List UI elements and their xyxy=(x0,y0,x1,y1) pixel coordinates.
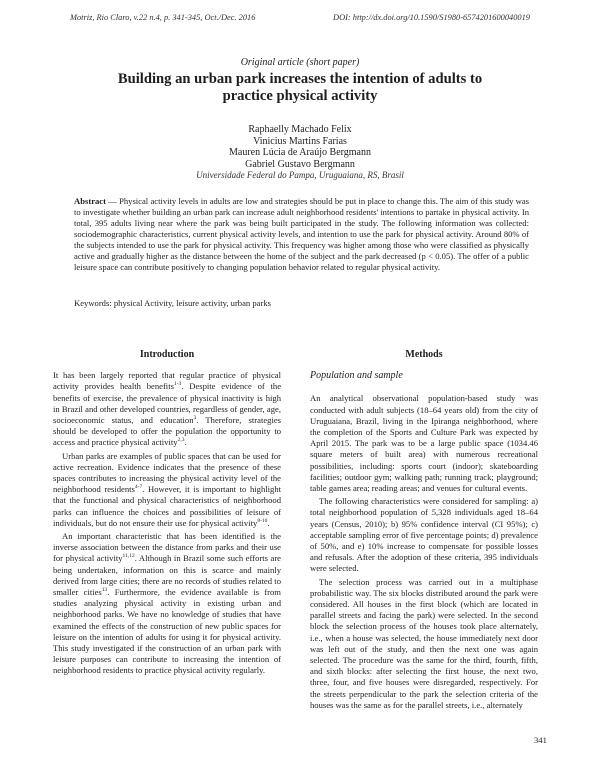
abstract-text: — Physical activity levels in adults are low and strategies should be put in place to change this. The aim of this study was to investigate whether building an urban park can increase adult neighborhood residents' intentions to partake in physical activity. In total, 395 adults living near where the park was being built participated in the study. The following information was collected: sociodemographic characteristics, current physical activity levels, and intention to use the park for physical activity. Around 80% of the subjects intended to use the park for physical activity. This frequency was higher among those who were classified as physically active and gradually higher as the distance between the home of the subject and the park decreased (p < 0.05). The offer of a public leisure space can contribute positively to changing population behavior related to regular physical activity. xyxy=(74,196,529,273)
citation-ref: 4-7 xyxy=(134,484,143,491)
paragraph: The selection process was carried out in a multiphase probabilistic way. The six blocks distributed around the park were considered. All houses in the first block (which are located in parallel streets and facing the park) were selected. In the second block the selection process of the houses took place alternately, i.e., when a house was selected, the house immediately next door was left out of the study, and then the next one was again selected. The procedure was the same for the third, fourth, fifth, and sixth blocks: after selecting the first house, the next two, three, four, and five houses were disregarded, respectively. For the streets perpendicular to the park the selection criteria of the houses was the same as for the parallel streets, i.e., alternately xyxy=(310,576,538,710)
paragraph: Urban parks are examples of public spaces that can be used for active recreation. Evidence indicates that the presence of these spaces contributes to increasing the physical activity level of the neighborhood residents$^{4-7}$. However, it is important to highlight that the functional and physical characteristics of neighborhood parks can influence the choices and possibilities of leisure of individuals, but do not ensure their use for physical activity$^{8-10}$. xyxy=(53,450,282,528)
abstract xyxy=(74,196,529,273)
citation-ref: 1-3 xyxy=(173,381,182,388)
author-name: Gabriel Gustavo Bergmann xyxy=(245,158,355,170)
citation-ref: 11,12 xyxy=(122,553,135,560)
section-subheading: Population and sample xyxy=(310,370,403,382)
affiliation: Universidade Federal do Pampa, Uruguaiana, RS, Brasil xyxy=(196,170,404,181)
methods-heading: Methods xyxy=(405,349,443,360)
keywords: Keywords: physical Activity, leisure activity, urban parks xyxy=(74,298,271,308)
abstract-label: Abstract xyxy=(74,196,106,206)
citation-ref: 8-10 xyxy=(257,517,268,524)
article-type: Original article (short paper) xyxy=(240,57,360,68)
doi-link[interactable]: DOI: http://dx.doi.org/10.1590/S1980-6574201600040019 xyxy=(333,13,530,22)
paragraph: An important characteristic that has been identified is the inverse association between the distance from parks and their use for physical activity$^{11,12}$. Although in Brazil some such efforts are being undertaken, information on this is scarce and mainly derived from large cities; there are no records of studies related to smaller cities$^{13}$. Furthermore, the evidence available is from studies analyzing physical activity in existing urban and neighborhood parks. We have no knowledge of studies that have examined the effects of the construction of new public spaces for leisure on the intention of adults for using it for physical activity. This study investigated if the construction of an urban park with leisure purposes can contribute to increasing the intention of neighborhood residents to practice physical activity regularly. xyxy=(53,531,281,676)
paragraph: It has been largely reported that regular practice of physical activity provides health benefits$^{1-3}$. Despite evidence of the benefits of exercise, the prevalence of physical inactivity is high in Brazil and other developed countries, regardless of gender, age, socioeconomic status, and education$^3$. Therefore, strategies should be developed to offer the population the opportunity to access and practice physical activity$^{2,3}$. xyxy=(53,370,282,448)
article-title: Building an urban park increases the intention of adults to practice physical activity xyxy=(117,71,483,104)
page-number: 341 xyxy=(534,735,547,745)
citation-ref: 3 xyxy=(193,415,197,422)
introduction-column xyxy=(53,349,281,677)
citation-ref: 2,3 xyxy=(177,437,185,444)
paragraph: The following characteristics were considered for sampling: a) total neighborhood population of 5,328 individuals aged 18–64 years (Census, 2010); b) 95% confidence interval (CI 95%); c) acceptable sampling error of five percentage points; d) prevalence of 50%, and e) 10% increase to compensate for possible losses and refusals. After the adoption of these criteria, 395 individuals were selected. xyxy=(310,496,538,574)
author-name: Mauren Lúcia de Araújo Bergmann xyxy=(229,147,371,159)
methods-column xyxy=(310,349,538,711)
author-name: Raphaelly Machado Felix xyxy=(248,124,352,135)
paragraph: An analytical observational population-based study was conducted with adult subjects (18–64 years old) from the city of Uruguaiana, Brazil, living in the Ipiranga neighborhood, where the completion of the Sports and Culture Park was expected by April 2015. The park was to be a large public space (1034.46 square meters of built area) with numerous recreational possibilities, including: sports court (indoor); skateboarding facilities; outdoor gym; walking path; running track; playground; table games area; reading areas; and venues for cultural events. xyxy=(310,393,538,494)
author-name: Vinicius Martins Farias xyxy=(253,135,347,147)
introduction-heading: Introduction xyxy=(139,349,195,360)
author-list xyxy=(0,124,600,182)
citation-ref: 13 xyxy=(101,587,108,594)
journal-citation: Motriz, Rio Claro, v.22 n.4, p. 341-345, Oct./Dec. 2016 xyxy=(70,13,256,22)
